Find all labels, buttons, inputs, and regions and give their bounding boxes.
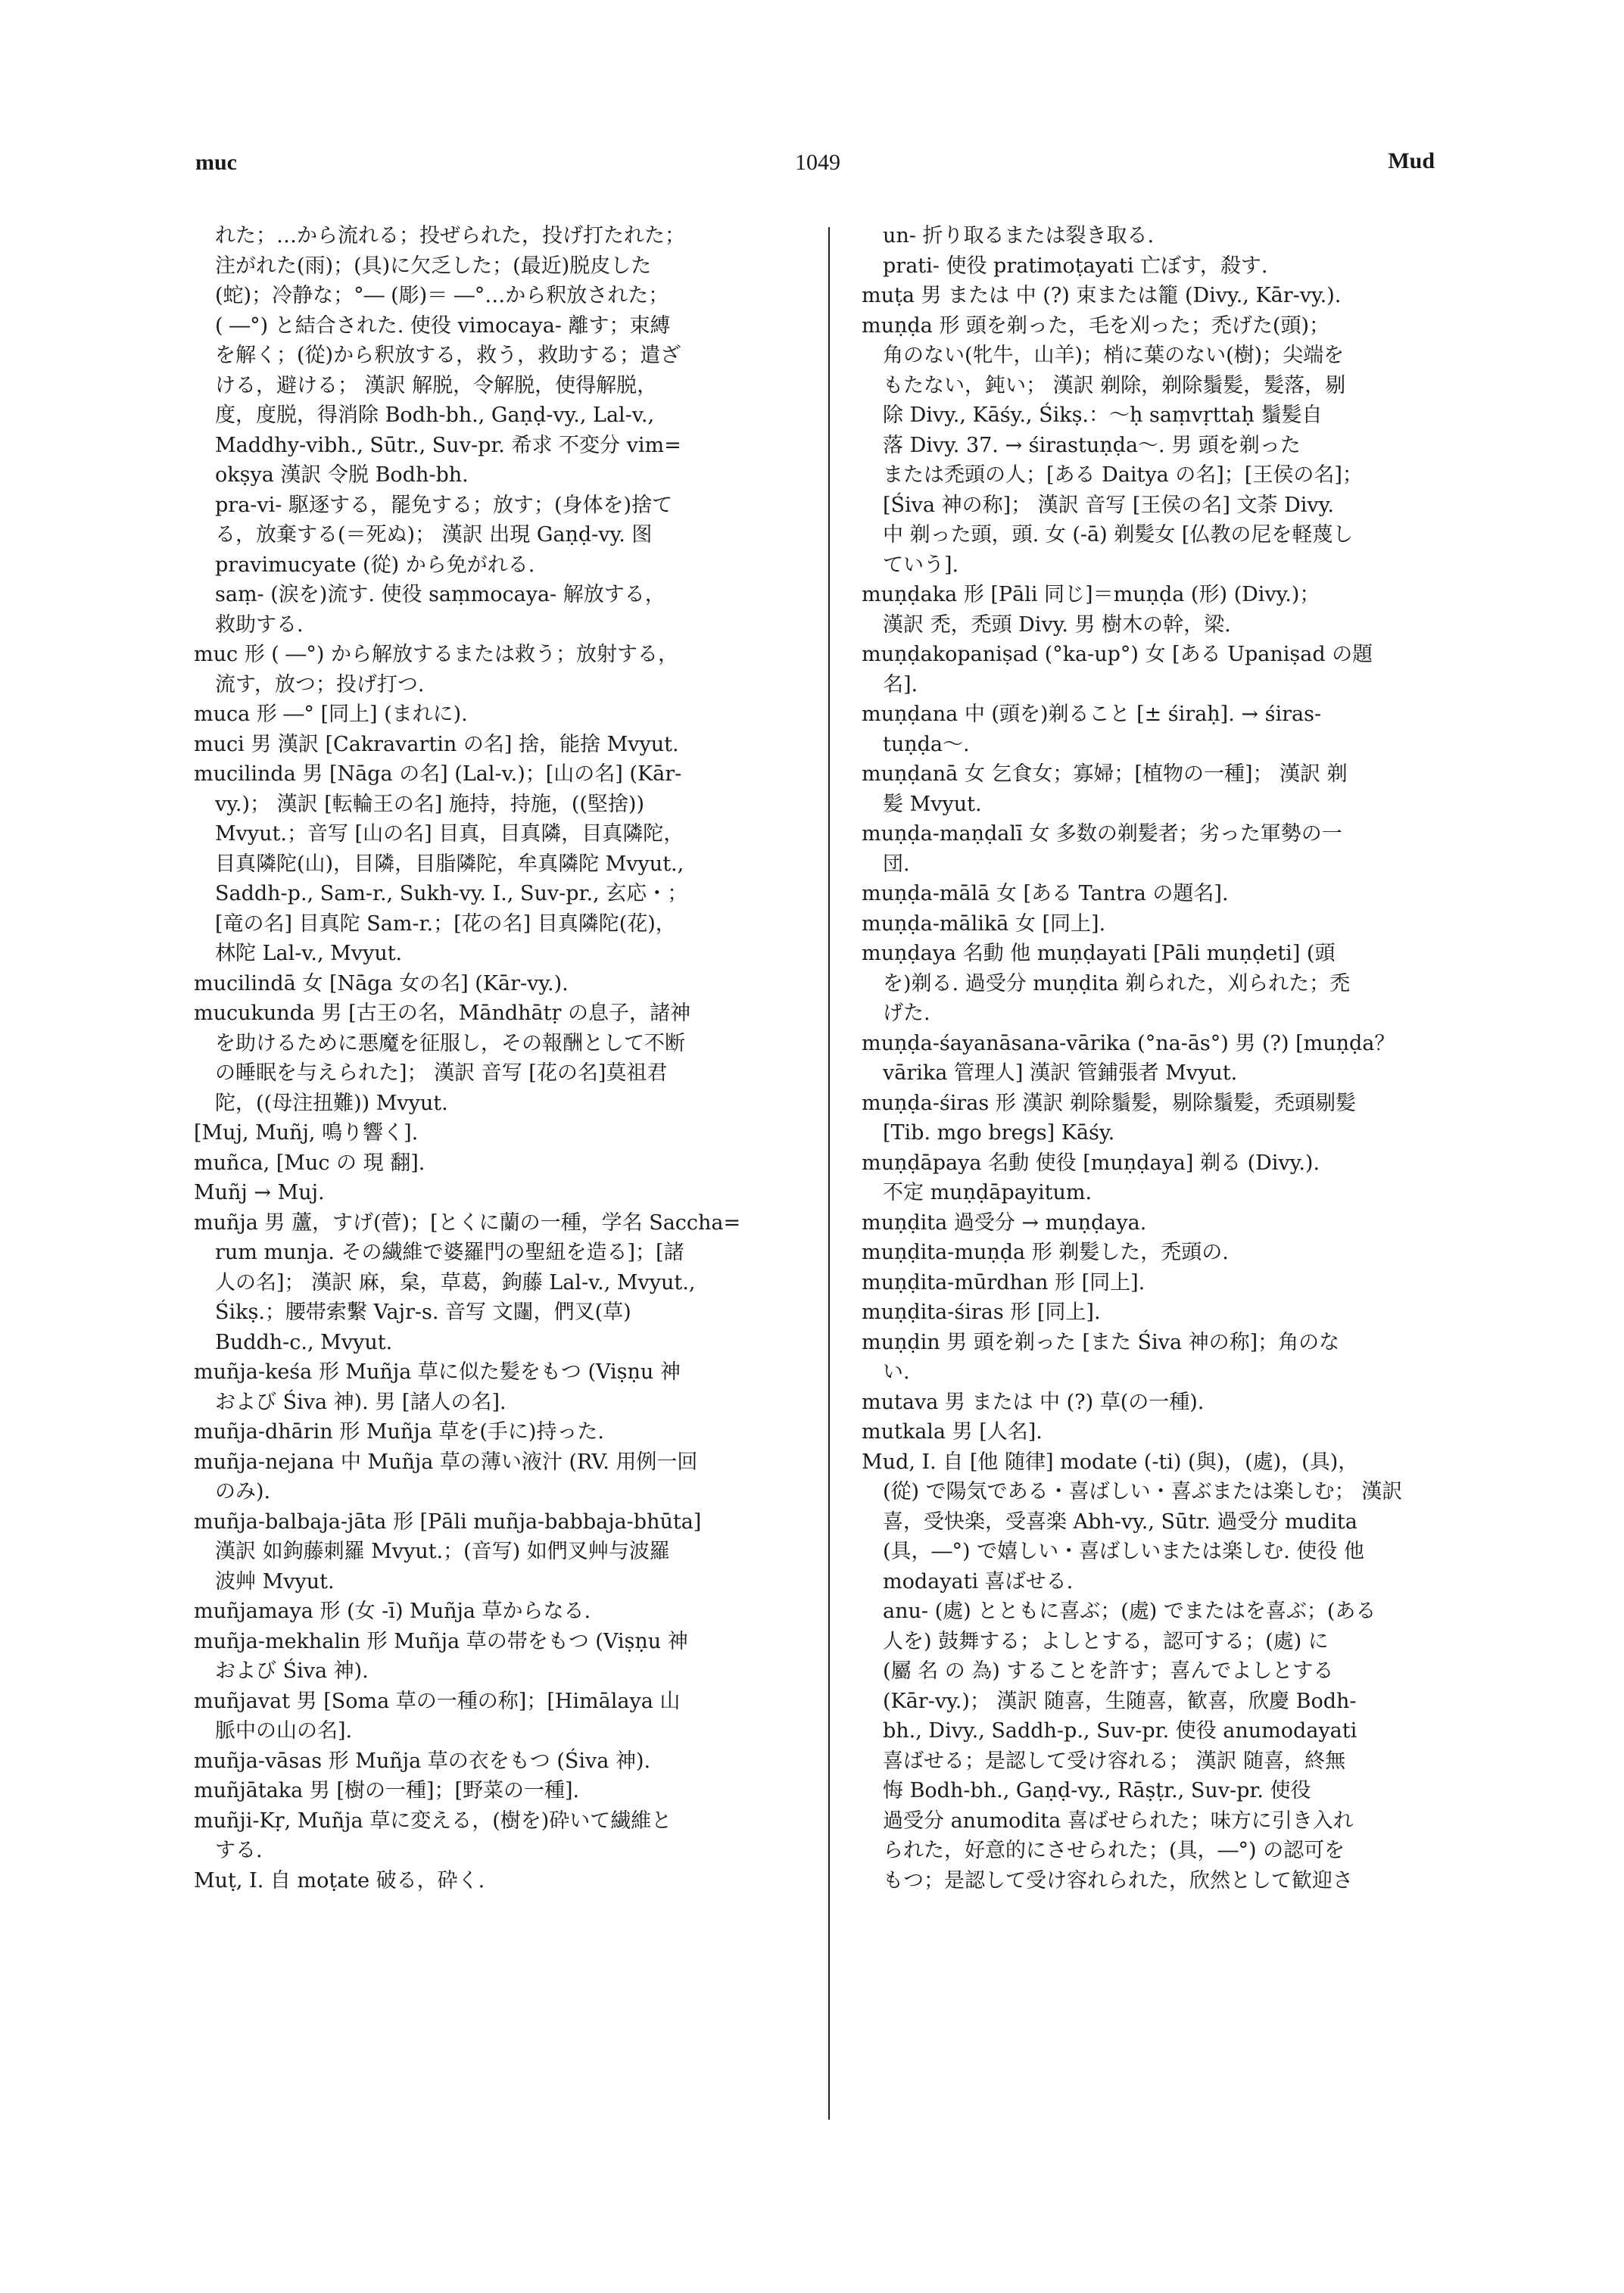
entry-line: または禿頭の人；[ある Daitya の名]；[王侯の名]；	[883, 463, 1363, 487]
entry-line: い.	[883, 1360, 910, 1384]
entry-line: modayati 喜ばせる.	[883, 1569, 1074, 1594]
entry-line: muñja-dhārin 形 Muñja 草を(手に)持った.	[194, 1420, 604, 1444]
entry-line: muc 形 ( ―°) から解放するまたは救う；放射する，	[194, 643, 679, 666]
entry-line: muñca, [Muc の 現 翻].	[194, 1151, 425, 1175]
entry-line: および Śiva 神). 男 [諸人の名].	[215, 1390, 507, 1414]
entry-line: muṇḍita 過受分 → muṇḍaya.	[862, 1210, 1147, 1235]
entry-line: muñjavat 男 [Soma 草の一種の称]；[Himālaya 山	[194, 1689, 681, 1713]
entry-line: Buddh-c., Mvyut.	[215, 1330, 393, 1354]
entry-line: (屬 名 の 為) することを許す；喜んでよしとする	[883, 1659, 1334, 1683]
entry-line: muṇḍa-śayanāsana-vārika (°na-ās°) 男 (?) [muṇḍa？	[862, 1031, 1395, 1055]
entry-line: muñjātaka 男 [樹の一種]；[野菜の一種].	[194, 1779, 580, 1802]
entry-line: (從) で陽気である・喜ばしい・喜ぶまたは楽しむ； 漢訳	[883, 1480, 1403, 1503]
entry-line: muṇḍita-śiras 形 [同上].	[862, 1301, 1101, 1324]
entry-line: muṇḍa-maṇḍalī 女 多数の剃髪者；劣った軍勢の一	[862, 822, 1342, 846]
entry-line: 漢訳 如鉤藤刺羅 Mvyut.；(音写) 如們叉艸与波羅	[215, 1540, 670, 1563]
entry-line: ていう].	[883, 553, 959, 577]
entry-line: anu- (處) とともに喜ぶ；(處) でまたはを喜ぶ；(ある	[883, 1600, 1376, 1623]
entry-line: 悔 Bodh-bh., Gaṇḍ-vy., Rāṣṭr., Suv-pr. 使役	[883, 1779, 1311, 1802]
entry-line: muñja-keśa 形 Muñja 草に似た髪をもつ (Viṣṇu 神	[194, 1360, 681, 1384]
entry-line: muṇḍa 形 頭を剃った，毛を刈った；禿げた(頭)；	[862, 313, 1329, 338]
entry-line: 除 Divy., Kāśy., Śikṣ.：～ḥ saṃvṛttaḥ 鬚髪自	[883, 403, 1323, 427]
entry-line: muñji-Kṛ, Muñja 草に変える，(樹を)砕いて繊維と	[194, 1809, 672, 1833]
entry-line: げた.	[883, 1002, 930, 1025]
entry-line: を)剃る. 過受分 muṇḍita 剃られた，刈られた；禿	[883, 971, 1351, 995]
entry-line: muñjamaya 形 (女 -ī) Muñja 草からなる.	[194, 1600, 591, 1623]
entry-line: 不定 muṇḍāpayitum.	[883, 1181, 1093, 1204]
entry-line: muñja-nejana 中 Muñja 草の薄い液汁 (RV. 用例一回	[194, 1450, 698, 1474]
entry-line: Maddhy-vibh., Sūtr., Suv-pr. 希求 不変分 vim=	[215, 433, 681, 457]
entry-line: ( ―°) と結合された. 使役 vimocaya- 離す；束縛	[215, 313, 671, 338]
entry-line: 目真隣陀(山)，目隣，目脂隣陀，牟真隣陀 Mvyut.,	[215, 852, 684, 876]
entry-line: pravimucyate (從) から免がれる.	[215, 553, 535, 577]
right-guide-word: Mud	[1388, 148, 1435, 173]
entry-line: (具，―°) で嬉しい・喜ばしいまたは楽しむ. 使役 他	[883, 1540, 1364, 1563]
entry-line: 脈中の山の名].	[215, 1719, 353, 1743]
entry-line: muñja-vāsas 形 Muñja 草の衣をもつ (Śiva 神).	[194, 1749, 651, 1773]
entry-line: muṇḍana 中 (頭を)剃ること [± śiraḥ]. → śiras-	[862, 703, 1322, 726]
entry-line: muṇḍaya 名動 他 muṇḍayati [Pāli muṇḍeti] (頭	[862, 942, 1336, 965]
entry-line: [Tib. mgo bregs] Kāśy.	[883, 1121, 1115, 1145]
entry-line: pra-vi- 駆逐する，罷免する；放す；(身体を)捨て	[215, 493, 673, 517]
entry-line: muci 男 漢訳 [Cakravartin の名] 捨，能捨 Mvyut.	[194, 732, 679, 756]
entry-line: 流す，放つ；投げ打つ.	[215, 672, 425, 696]
entry-line: を解く；(從)から釈放する，救う，救助する；遣ざ	[215, 344, 681, 367]
entry-line: 角のない(牝牛，山羊)；梢に葉のない(樹)；尖端を	[883, 344, 1345, 367]
entry-line: 度，度脱，得消除 Bodh-bh., Gaṇḍ-vy., Lal-v.,	[215, 403, 655, 427]
entry-line: muñja-balbaja-jāta 形 [Pāli muñja-babbaja-bhūta]	[194, 1509, 702, 1534]
entry-line: 注がれた(雨)；(具)に欠乏した；(最近)脱皮した	[215, 254, 652, 278]
entry-line: する.	[215, 1839, 263, 1862]
entry-line: rum munja. その繊維で婆羅門の聖紐を造る]；[諸	[215, 1241, 684, 1264]
entry-line: [Muj, Muñj, 鳴り響く].	[194, 1121, 419, 1145]
entry-line: muṇḍanā 女 乞食女；寡婦；[植物の一種]； 漢訳 剃	[862, 762, 1348, 786]
entry-line: 喜，受快楽，受喜楽 Abh-vy., Sūtr. 過受分 mudita	[883, 1509, 1357, 1534]
entry-line: 中 剃った頭，頭. 女 (-ā) 剃髪女 [仏教の尼を軽蔑し	[883, 523, 1354, 547]
entry-line: muṭa 男 または 中 (?) 束または籠 (Divy., Kār-vy.).	[862, 284, 1342, 307]
entry-line: mucukunda 男 [古王の名，Māndhātṛ の息子，諸神	[194, 1002, 690, 1025]
entry-line: もたない，鈍い； 漢訳 剃除，剃除鬚髪，髪落，剔	[883, 373, 1346, 397]
entry-line: 団.	[883, 852, 910, 876]
entry-line: muṇḍa-mālikā 女 [同上].	[862, 911, 1106, 936]
entry-line: vy.)； 漢訳 [転輪王の名] 施持，持施，((堅捨))	[215, 792, 644, 816]
entry-line: を助けるために悪魔を征服し，その報酬として不断	[215, 1031, 685, 1055]
entry-line: 名].	[883, 672, 918, 696]
entry-line: 髪 Mvyut.	[883, 792, 982, 816]
entry-line: られた，好意的にさせられた；(具，―°) の認可を	[883, 1839, 1345, 1862]
entry-line: Śikṣ.；腰帯索繫 Vajr-s. 音写 文闥，們叉(草)	[215, 1301, 631, 1324]
entry-line: muṇḍita-mūrdhan 形 [同上].	[862, 1270, 1146, 1294]
entry-line: muṇḍin 男 頭を剃った [また Śiva 神の称]；角のな	[862, 1330, 1340, 1354]
left-guide-word: muc	[195, 150, 237, 175]
entry-line: もつ；是認して受け容れられた，欣然として歓迎さ	[883, 1868, 1353, 1893]
entry-line: mutava 男 または 中 (?) 草(の一種).	[862, 1390, 1205, 1414]
entry-line: のみ).	[215, 1480, 271, 1503]
entry-line: 落 Divy. 37. → śirastuṇḍa～. 男 頭を剃った	[883, 433, 1301, 457]
entry-line: muṇḍāpaya 名動 使役 [muṇḍaya] 剃る (Divy.).	[862, 1151, 1320, 1175]
entry-line: 過受分 anumodita 喜ばせられた；味方に引き入れ	[883, 1809, 1354, 1833]
entry-line: vārika 管理人] 漢訳 管鋪張者 Mvyut.	[883, 1061, 1238, 1085]
entry-line: の睡眠を与えられた]； 漢訳 音写 [花の名]莫祖君	[215, 1061, 668, 1085]
entry-line: 陀，((母注扭難)) Mvyut.	[215, 1091, 448, 1115]
entry-line: muṇḍa-śiras 形 漢訳 剃除鬚髪，剔除鬚髪，禿頭剔髪	[862, 1091, 1356, 1115]
entry-line: Mud, I. 自 [他 随律] modate (-ti) (與)，(處)，(具)，	[862, 1450, 1359, 1474]
entry-line: 人の名]； 漢訳 麻，枲，草葛，鉤藤 Lal-v., Mvyut.,	[215, 1270, 696, 1294]
entry-line: muṇḍita-muṇḍa 形 剃髪した，禿頭の.	[862, 1241, 1229, 1264]
entry-line: prati- 使役 pratimoṭayati 亡ぼす，殺す.	[883, 254, 1268, 278]
entry-line: muca 形 ―° [同上] (まれに).	[194, 703, 468, 726]
entry-line: (Kār-vy.)； 漢訳 随喜，生随喜，歓喜，欣慶 Bodh-	[883, 1689, 1357, 1713]
entry-line: Saddh-p., Sam-r., Sukh-vy. I., Suv-pr., 玄応・；	[215, 882, 688, 905]
left-column	[194, 221, 800, 1896]
column-divider	[828, 227, 830, 2120]
entry-line: okṣya 漢訳 令脱 Bodh-bh.	[215, 463, 469, 487]
entry-line: 喜ばせる；是認して受け容れる； 漢訳 随喜，終無	[883, 1749, 1346, 1773]
entry-line: tuṇḍa～.	[883, 732, 970, 756]
entry-line: および Śiva 神).	[215, 1659, 369, 1683]
entry-line: mucilinda 男 [Nāga の名] (Lal-v.)；[山の名] (Kār-	[194, 762, 682, 786]
entry-line: un- 折り取るまたは裂き取る.	[883, 224, 1155, 248]
entry-line: 漢訳 禿，禿頭 Divy. 男 樹木の幹，梁.	[883, 612, 1231, 637]
entry-line: [Śiva 神の称]； 漢訳 音写 [王侯の名] 文荼 Divy.	[883, 493, 1334, 517]
entry-line: Mvyut.；音写 [山の名] 目真，目真隣，目真隣陀，	[215, 822, 684, 846]
entry-line: れた；…から流れる；投ぜられた，投げ打たれた；	[215, 224, 685, 248]
entry-line: muṇḍa-mālā 女 [ある Tantra の題名].	[862, 882, 1229, 905]
entry-line: [竜の名] 目真陀 Sam-r.；[花の名] 目真隣陀(花)，	[215, 911, 676, 936]
entry-line: bh., Divy., Saddh-p., Suv-pr. 使役 anumodayati	[883, 1719, 1357, 1743]
entry-line: mucilindā 女 [Nāga 女の名] (Kār-vy.).	[194, 971, 569, 995]
entry-line: 人を) 鼓舞する；よしとする，認可する；(處) に	[883, 1629, 1329, 1653]
entry-line: ける，避ける； 漢訳 解脱，令解脱，使得解脱，	[215, 373, 658, 397]
entry-line: muñja 男 蘆，すげ(菅)；[とくに蘭の一種，学名 Saccha=	[194, 1210, 741, 1235]
entry-line: る，放棄する(＝死ぬ)； 漢訳 出現 Gaṇḍ-vy. 图	[215, 523, 653, 547]
entry-line: Muṭ, I. 自 moṭate 破る，砕く.	[194, 1868, 485, 1893]
entry-line: 波艸 Mvyut.	[215, 1569, 335, 1594]
entry-line: (蛇)；冷静な；°― (彫)＝ ―°…から釈放された；	[215, 284, 669, 307]
entry-line: muṇḍakopaniṣad (°ka-up°) 女 [ある Upaniṣad の題	[862, 643, 1373, 666]
entry-line: muñja-mekhalin 形 Muñja 草の帯をもつ (Viṣṇu 神	[194, 1629, 688, 1653]
entry-line: saṃ- (涙を)流す. 使役 saṃmocaya- 解放する，	[215, 583, 665, 606]
entry-line: muṇḍaka 形 [Pāli 同じ]＝muṇḍa (形) (Divy.)；	[862, 583, 1320, 606]
page-number: 1049	[795, 150, 840, 175]
entry-line: 林陀 Lal-v., Mvyut.	[215, 942, 403, 965]
entry-line: 救助する.	[215, 612, 304, 637]
entry-line: Muñj → Muj.	[194, 1181, 325, 1204]
right-column	[862, 221, 1445, 1896]
entry-line: mutkala 男 [人名].	[862, 1420, 1043, 1444]
